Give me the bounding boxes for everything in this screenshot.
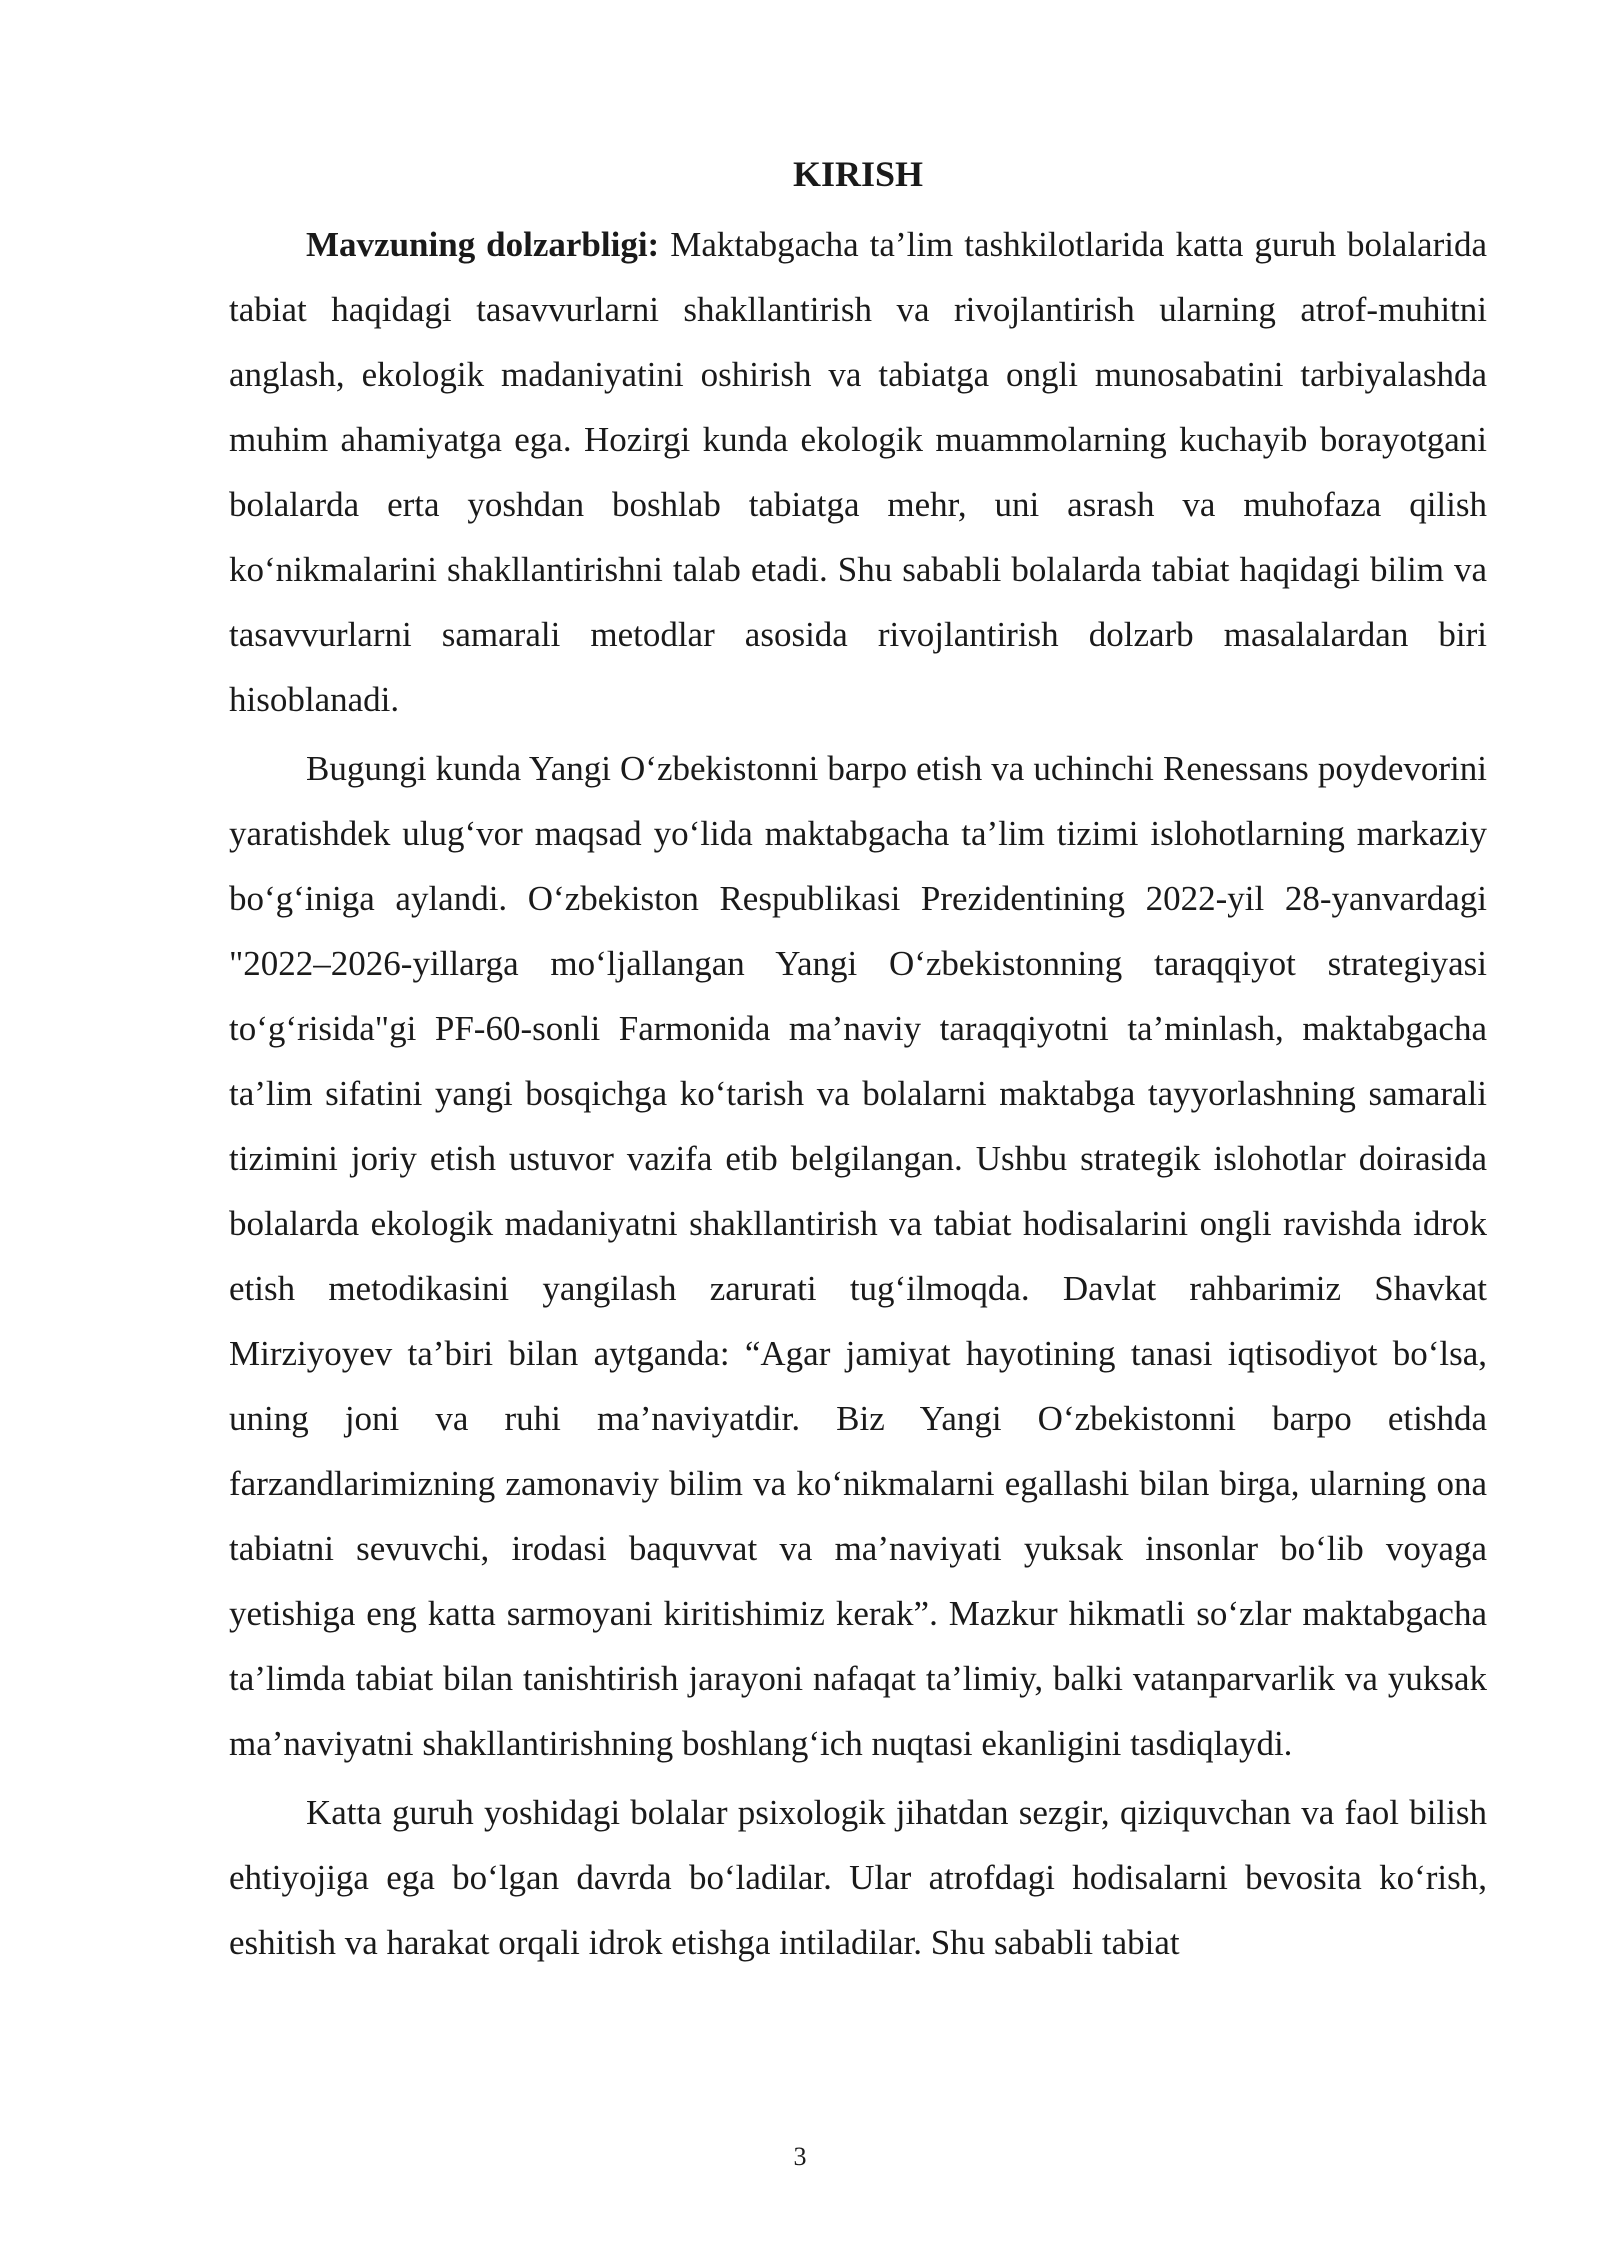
paragraph-text: Katta guruh yoshidagi bolalar psixologik jihatdan sezgir, qiziquvchan va faol bilish ehtiyojiga ega bo‘lgan davrda bo‘ladilar. Ular atrofdagi hodisalarni bevosita ko‘rish, eshitish va harakat orqali idrok etishga intiladilar. Shu sababli tabiat xyxy=(229,1793,1487,1962)
paragraph-text: Maktabgacha ta’lim tashkilotlarida katta guruh bolalarida tabiat haqidagi tasavvurlarni shakllantirish va rivojlantirish ularning atrof-muhitni anglash, ekologik madaniyatini oshirish va tabiatga ongli munosabatini tarbiyalashda muhim ahamiyatga ega. Hozirgi kunda ekologik muammolarning kuchayib borayotgani bolalarda erta yoshdan boshlab tabiatga mehr, uni asrash va muhofaza qilish ko‘nikmalarini shakllantirishni talab etadi. Shu sababli bolalarda tabiat haqidagi bilim va tasavvurlarni samarali metodlar asosida rivojlantirish dolzarb masalalardan biri hisoblanadi. xyxy=(229,225,1487,719)
paragraph-text: Bugungi kunda Yangi O‘zbekistonni barpo etish va uchinchi Renessans poydevorini yaratishdek ulug‘vor maqsad yo‘lida maktabgacha ta’lim tizimi islohotlarning markaziy bo‘g‘iniga aylandi. O‘zbekiston Respublikasi Prezidentining 2022-yil 28-yanvardagi "2022–2026-yillarga mo‘ljallangan Yangi O‘zbekistonning taraqqiyot strategiyasi to‘g‘risida"gi PF-60-sonli Farmonida ma’naviy taraqqiyotni ta’minlash, maktabgacha ta’lim sifatini yangi bosqichga ko‘tarish va bolalarni maktabga tayyorlashning samarali tizimini joriy etish ustuvor vazifa etib belgilangan. Ushbu strategik islohotlar doirasida bolalarda ekologik madaniyatni shakllantirish va tabiat hodisalarini ongli ravishda idrok etish metodikasini yangilash zarurati tug‘ilmoqda. Davlat rahbarimiz Shavkat Mirziyoyev ta’biri bilan aytganda: “Agar jamiyat hayotining tanasi iqtisodiyot bo‘lsa, uning joni va ruhi ma’naviyatdir. Biz Yangi O‘zbekistonni barpo etishda farzandlarimizning zamonaviy bilim va ko‘nikmalarni egallashi bilan birga, ularning ona tabiatni sevuvchi, irodasi baquvvat va ma’naviyati yuksak insonlar bo‘lib voyaga yetishiga eng katta sarmoyani kiritishimiz kerak”. Mazkur hikmatli so‘zlar maktabgacha ta’limda tabiat bilan tanishtirish jarayoni nafaqat ta’limiy, balki vatanparvarlik va yuksak ma’naviyatni shakllantirishning boshlang‘ich nuqtasi ekanligini tasdiqlaydi. xyxy=(229,749,1487,1763)
paragraph-lead-label: Mavzuning dolzarbligi: xyxy=(306,225,660,264)
section-title: KIRISH xyxy=(792,154,924,194)
page-content xyxy=(229,148,1487,1979)
page-number: 3 xyxy=(793,2142,807,2171)
paragraph-psychology xyxy=(229,1780,1487,1975)
paragraph-reforms xyxy=(229,736,1487,1776)
paragraph-relevance xyxy=(229,212,1487,732)
